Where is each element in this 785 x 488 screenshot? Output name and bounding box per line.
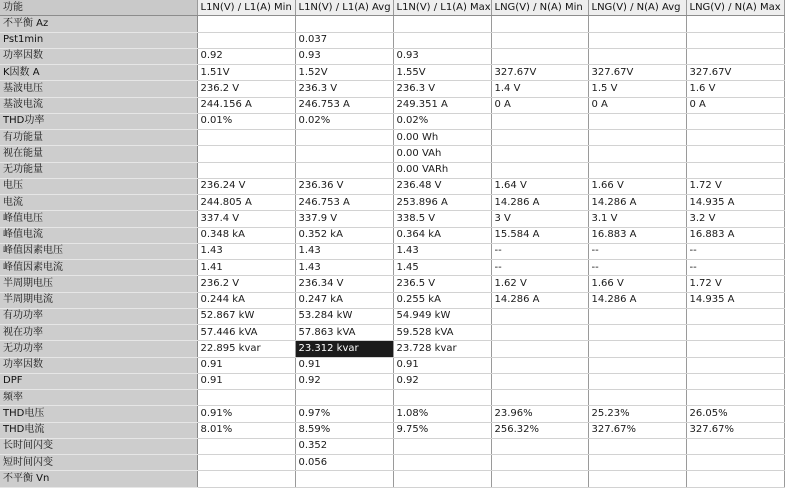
value-cell[interactable]: 253.896 A xyxy=(393,195,491,211)
column-header-l1-avg[interactable]: L1N(V) / L1(A) Avg xyxy=(295,0,393,16)
row-label[interactable]: 不平衡 Az xyxy=(0,16,197,32)
value-cell[interactable]: 338.5 V xyxy=(393,211,491,227)
value-cell[interactable] xyxy=(686,48,784,64)
value-cell[interactable] xyxy=(491,146,588,162)
row-label[interactable]: 无功功率 xyxy=(0,341,197,357)
table-row[interactable] xyxy=(0,341,784,357)
value-cell[interactable] xyxy=(686,341,784,357)
value-cell[interactable]: 1.72 V xyxy=(686,178,784,194)
row-label[interactable]: 电流 xyxy=(0,195,197,211)
column-header-lng-max[interactable]: LNG(V) / N(A) Max xyxy=(686,0,784,16)
value-cell[interactable]: 1.43 xyxy=(295,243,393,259)
value-cell[interactable]: 3.2 V xyxy=(686,211,784,227)
value-cell[interactable]: 0.247 kA xyxy=(295,292,393,308)
value-cell[interactable]: 0.93 xyxy=(393,48,491,64)
row-label[interactable]: 有功功率 xyxy=(0,308,197,324)
value-cell[interactable]: 0.02% xyxy=(393,113,491,129)
value-cell[interactable] xyxy=(686,113,784,129)
value-cell[interactable] xyxy=(295,471,393,487)
value-cell[interactable]: 0.01% xyxy=(197,113,295,129)
table-row[interactable] xyxy=(0,32,784,48)
value-cell[interactable]: 327.67V xyxy=(491,65,588,81)
value-cell[interactable]: 0.352 kA xyxy=(295,227,393,243)
value-cell[interactable]: 1.66 V xyxy=(588,178,686,194)
value-cell[interactable]: 1.5 V xyxy=(588,81,686,97)
table-row[interactable] xyxy=(0,113,784,129)
value-cell[interactable] xyxy=(686,455,784,471)
value-cell[interactable]: 3.1 V xyxy=(588,211,686,227)
value-cell[interactable]: 244.805 A xyxy=(197,195,295,211)
value-cell[interactable] xyxy=(197,146,295,162)
value-cell[interactable]: 236.48 V xyxy=(393,178,491,194)
value-cell[interactable]: 14.286 A xyxy=(588,292,686,308)
value-cell[interactable] xyxy=(686,438,784,454)
value-cell[interactable]: 327.67% xyxy=(686,422,784,438)
value-cell[interactable]: 23.728 kvar xyxy=(393,341,491,357)
table-row[interactable] xyxy=(0,422,784,438)
value-cell[interactable]: 59.528 kVA xyxy=(393,325,491,341)
header-row xyxy=(0,0,784,16)
value-cell[interactable]: 25.23% xyxy=(588,406,686,422)
value-cell[interactable] xyxy=(491,390,588,406)
table-row[interactable] xyxy=(0,243,784,259)
row-label[interactable]: 频率 xyxy=(0,390,197,406)
value-cell[interactable] xyxy=(491,16,588,32)
value-cell[interactable] xyxy=(686,373,784,389)
value-cell[interactable]: 1.51V xyxy=(197,65,295,81)
value-cell[interactable] xyxy=(491,113,588,129)
table-row[interactable] xyxy=(0,81,784,97)
row-label[interactable]: 有功能量 xyxy=(0,130,197,146)
value-cell[interactable] xyxy=(393,438,491,454)
row-label[interactable]: 基波电流 xyxy=(0,97,197,113)
value-cell[interactable] xyxy=(588,438,686,454)
value-cell[interactable]: 1.6 V xyxy=(686,81,784,97)
value-cell[interactable]: 1.45 xyxy=(393,260,491,276)
row-label[interactable]: 峰值因素电压 xyxy=(0,243,197,259)
table-row[interactable] xyxy=(0,195,784,211)
value-cell[interactable]: 0.92 xyxy=(197,48,295,64)
value-cell[interactable] xyxy=(491,357,588,373)
function-column-header[interactable]: 功能 xyxy=(0,0,197,16)
row-label[interactable]: 视在功率 xyxy=(0,325,197,341)
value-cell[interactable]: 0.348 kA xyxy=(197,227,295,243)
table-row[interactable] xyxy=(0,406,784,422)
value-cell[interactable] xyxy=(491,325,588,341)
value-cell[interactable]: 256.32% xyxy=(491,422,588,438)
value-cell[interactable] xyxy=(197,162,295,178)
value-cell[interactable] xyxy=(686,471,784,487)
value-cell[interactable]: 0.92 xyxy=(393,373,491,389)
value-cell[interactable]: 1.64 V xyxy=(491,178,588,194)
value-cell[interactable] xyxy=(295,16,393,32)
value-cell[interactable]: 0.352 xyxy=(295,438,393,454)
value-cell[interactable] xyxy=(491,438,588,454)
value-cell[interactable] xyxy=(686,308,784,324)
value-cell[interactable]: 0 A xyxy=(491,97,588,113)
value-cell[interactable] xyxy=(686,357,784,373)
row-label[interactable]: THD电流 xyxy=(0,422,197,438)
value-cell[interactable]: 14.935 A xyxy=(686,195,784,211)
table-row[interactable] xyxy=(0,325,784,341)
table-row[interactable] xyxy=(0,438,784,454)
value-cell[interactable]: 1.41 xyxy=(197,260,295,276)
value-cell[interactable]: 52.867 kW xyxy=(197,308,295,324)
table-row[interactable] xyxy=(0,357,784,373)
value-cell[interactable] xyxy=(393,16,491,32)
value-cell[interactable]: 53.284 kW xyxy=(295,308,393,324)
table-row[interactable] xyxy=(0,178,784,194)
value-cell[interactable]: 1.43 xyxy=(393,243,491,259)
value-cell[interactable] xyxy=(588,16,686,32)
value-cell[interactable] xyxy=(295,130,393,146)
table-row[interactable] xyxy=(0,227,784,243)
row-label[interactable]: 峰值电压 xyxy=(0,211,197,227)
value-cell[interactable] xyxy=(491,471,588,487)
value-cell[interactable] xyxy=(588,455,686,471)
value-cell[interactable]: 57.863 kVA xyxy=(295,325,393,341)
row-label[interactable]: 峰值电流 xyxy=(0,227,197,243)
value-cell[interactable]: 1.72 V xyxy=(686,276,784,292)
value-cell[interactable]: 0.255 kA xyxy=(393,292,491,308)
value-cell[interactable] xyxy=(588,341,686,357)
value-cell[interactable] xyxy=(491,162,588,178)
row-label[interactable]: 无功能量 xyxy=(0,162,197,178)
value-cell[interactable]: 1.43 xyxy=(197,243,295,259)
value-cell[interactable] xyxy=(686,162,784,178)
table-row[interactable] xyxy=(0,146,784,162)
value-cell[interactable]: 1.66 V xyxy=(588,276,686,292)
value-cell[interactable]: 0 A xyxy=(588,97,686,113)
value-cell[interactable] xyxy=(588,390,686,406)
column-header-lng-min[interactable]: LNG(V) / N(A) Min xyxy=(491,0,588,16)
column-header-l1-min[interactable]: L1N(V) / L1(A) Min xyxy=(197,0,295,16)
table-row[interactable] xyxy=(0,308,784,324)
table-row[interactable] xyxy=(0,211,784,227)
value-cell[interactable]: 8.59% xyxy=(295,422,393,438)
value-cell[interactable]: 236.3 V xyxy=(295,81,393,97)
row-label[interactable]: 基波电压 xyxy=(0,81,197,97)
value-cell[interactable]: 0.93 xyxy=(295,48,393,64)
table-row[interactable] xyxy=(0,471,784,487)
value-cell[interactable]: 0.056 xyxy=(295,455,393,471)
row-label[interactable]: 峰值因素电流 xyxy=(0,260,197,276)
row-label[interactable]: 视在能量 xyxy=(0,146,197,162)
value-cell[interactable] xyxy=(686,16,784,32)
value-cell[interactable]: 8.01% xyxy=(197,422,295,438)
value-cell[interactable]: 15.584 A xyxy=(491,227,588,243)
value-cell[interactable]: 14.286 A xyxy=(588,195,686,211)
value-cell[interactable]: 327.67V xyxy=(588,65,686,81)
value-cell[interactable]: 0.97% xyxy=(295,406,393,422)
value-cell[interactable]: 14.935 A xyxy=(686,292,784,308)
row-label[interactable]: THD电压 xyxy=(0,406,197,422)
value-cell[interactable]: -- xyxy=(588,260,686,276)
value-cell[interactable]: 16.883 A xyxy=(588,227,686,243)
table-row[interactable] xyxy=(0,16,784,32)
row-label[interactable]: 半周期电压 xyxy=(0,276,197,292)
value-cell[interactable]: -- xyxy=(588,243,686,259)
table-row[interactable] xyxy=(0,455,784,471)
value-cell[interactable] xyxy=(686,130,784,146)
value-cell[interactable]: -- xyxy=(491,260,588,276)
value-cell[interactable] xyxy=(197,32,295,48)
value-cell[interactable]: 0.02% xyxy=(295,113,393,129)
value-cell[interactable]: 23.96% xyxy=(491,406,588,422)
value-cell[interactable] xyxy=(197,130,295,146)
table-row[interactable] xyxy=(0,97,784,113)
value-cell[interactable]: 16.883 A xyxy=(686,227,784,243)
value-cell[interactable]: 249.351 A xyxy=(393,97,491,113)
value-cell[interactable] xyxy=(686,325,784,341)
value-cell[interactable] xyxy=(197,390,295,406)
table-row[interactable] xyxy=(0,48,784,64)
value-cell[interactable]: 337.4 V xyxy=(197,211,295,227)
table-row[interactable] xyxy=(0,130,784,146)
value-cell[interactable]: 9.75% xyxy=(393,422,491,438)
table-row[interactable] xyxy=(0,65,784,81)
table-row[interactable] xyxy=(0,292,784,308)
value-cell[interactable]: 0.00 Wh xyxy=(393,130,491,146)
row-label[interactable]: 功率因数 xyxy=(0,357,197,373)
value-cell[interactable]: 22.895 kvar xyxy=(197,341,295,357)
value-cell[interactable] xyxy=(588,146,686,162)
value-cell[interactable]: 1.08% xyxy=(393,406,491,422)
value-cell[interactable] xyxy=(686,32,784,48)
value-cell[interactable] xyxy=(588,32,686,48)
value-cell[interactable]: 0.92 xyxy=(295,373,393,389)
value-cell[interactable]: 337.9 V xyxy=(295,211,393,227)
row-label[interactable]: 电压 xyxy=(0,178,197,194)
value-cell[interactable] xyxy=(393,390,491,406)
value-cell[interactable]: 244.156 A xyxy=(197,97,295,113)
value-cell[interactable]: 246.753 A xyxy=(295,97,393,113)
value-cell[interactable] xyxy=(491,341,588,357)
value-cell[interactable] xyxy=(588,162,686,178)
value-cell[interactable]: 0.364 kA xyxy=(393,227,491,243)
value-cell[interactable] xyxy=(197,471,295,487)
row-label[interactable]: Pst1min xyxy=(0,32,197,48)
value-cell[interactable] xyxy=(588,130,686,146)
value-cell[interactable]: 57.446 kVA xyxy=(197,325,295,341)
value-cell[interactable]: 0.91 xyxy=(197,373,295,389)
table-row[interactable] xyxy=(0,162,784,178)
value-cell[interactable]: 246.753 A xyxy=(295,195,393,211)
table-row[interactable] xyxy=(0,276,784,292)
value-cell[interactable] xyxy=(197,455,295,471)
value-cell[interactable]: 0.91% xyxy=(197,406,295,422)
value-cell[interactable] xyxy=(197,16,295,32)
value-cell[interactable]: -- xyxy=(491,243,588,259)
value-cell[interactable] xyxy=(491,48,588,64)
value-cell[interactable]: 0.00 VARh xyxy=(393,162,491,178)
column-header-l1-max[interactable]: L1N(V) / L1(A) Max xyxy=(393,0,491,16)
value-cell[interactable] xyxy=(393,455,491,471)
value-cell[interactable]: 327.67V xyxy=(686,65,784,81)
table-header xyxy=(0,0,784,16)
value-cell[interactable] xyxy=(588,325,686,341)
value-cell[interactable]: 236.36 V xyxy=(295,178,393,194)
selected-value-cell[interactable]: 23.312 kvar xyxy=(295,341,393,357)
value-cell[interactable]: 236.2 V xyxy=(197,276,295,292)
value-cell[interactable]: 0 A xyxy=(686,97,784,113)
value-cell[interactable]: 14.286 A xyxy=(491,292,588,308)
value-cell[interactable]: 26.05% xyxy=(686,406,784,422)
value-cell[interactable] xyxy=(491,308,588,324)
value-cell[interactable]: 1.52V xyxy=(295,65,393,81)
column-header-lng-avg[interactable]: LNG(V) / N(A) Avg xyxy=(588,0,686,16)
table-row[interactable] xyxy=(0,373,784,389)
value-cell[interactable]: 236.2 V xyxy=(197,81,295,97)
row-label[interactable]: THD功率 xyxy=(0,113,197,129)
value-cell[interactable] xyxy=(588,48,686,64)
value-cell[interactable] xyxy=(491,130,588,146)
row-label[interactable]: K因数 A xyxy=(0,65,197,81)
value-cell[interactable] xyxy=(491,455,588,471)
value-cell[interactable] xyxy=(491,373,588,389)
value-cell[interactable] xyxy=(588,471,686,487)
value-cell[interactable]: 327.67% xyxy=(588,422,686,438)
value-cell[interactable]: 236.3 V xyxy=(393,81,491,97)
row-label[interactable]: DPF xyxy=(0,373,197,389)
value-cell[interactable]: 1.62 V xyxy=(491,276,588,292)
value-cell[interactable]: 0.91 xyxy=(295,357,393,373)
value-cell[interactable]: -- xyxy=(686,243,784,259)
value-cell[interactable]: 236.5 V xyxy=(393,276,491,292)
value-cell[interactable]: 236.34 V xyxy=(295,276,393,292)
table-row[interactable] xyxy=(0,260,784,276)
table-body xyxy=(0,16,784,487)
value-cell[interactable] xyxy=(295,390,393,406)
row-label[interactable]: 半周期电流 xyxy=(0,292,197,308)
value-cell[interactable]: -- xyxy=(686,260,784,276)
table-row[interactable] xyxy=(0,390,784,406)
value-cell[interactable] xyxy=(197,438,295,454)
value-cell[interactable]: 3 V xyxy=(491,211,588,227)
row-label[interactable]: 功率因数 xyxy=(0,48,197,64)
value-cell[interactable] xyxy=(588,113,686,129)
value-cell[interactable]: 0.00 VAh xyxy=(393,146,491,162)
value-cell[interactable] xyxy=(393,471,491,487)
row-label[interactable]: 长时间闪变 xyxy=(0,438,197,454)
value-cell[interactable] xyxy=(588,308,686,324)
value-cell[interactable] xyxy=(588,357,686,373)
row-label[interactable]: 不平衡 Vn xyxy=(0,471,197,487)
value-cell[interactable]: 14.286 A xyxy=(491,195,588,211)
value-cell[interactable] xyxy=(295,162,393,178)
row-label[interactable]: 短时间闪变 xyxy=(0,455,197,471)
value-cell[interactable]: 236.24 V xyxy=(197,178,295,194)
value-cell[interactable] xyxy=(686,390,784,406)
value-cell[interactable]: 0.244 kA xyxy=(197,292,295,308)
value-cell[interactable]: 1.4 V xyxy=(491,81,588,97)
value-cell[interactable]: 0.91 xyxy=(197,357,295,373)
value-cell[interactable]: 0.91 xyxy=(393,357,491,373)
value-cell[interactable] xyxy=(686,146,784,162)
value-cell[interactable]: 1.43 xyxy=(295,260,393,276)
value-cell[interactable]: 54.949 kW xyxy=(393,308,491,324)
value-cell[interactable]: 0.037 xyxy=(295,32,393,48)
value-cell[interactable] xyxy=(393,32,491,48)
value-cell[interactable] xyxy=(295,146,393,162)
value-cell[interactable] xyxy=(491,32,588,48)
value-cell[interactable] xyxy=(588,373,686,389)
value-cell[interactable]: 1.55V xyxy=(393,65,491,81)
